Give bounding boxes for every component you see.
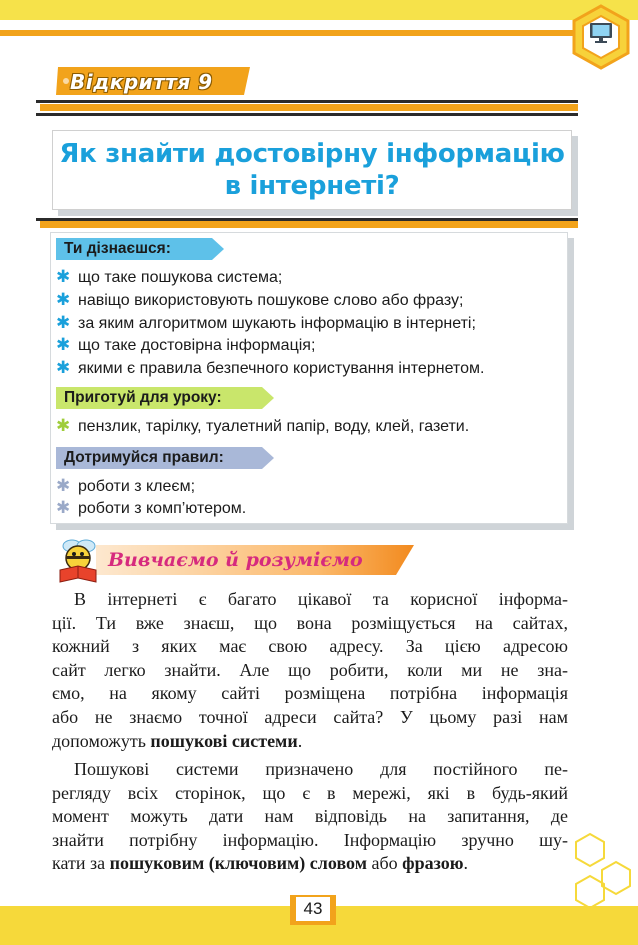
body-line: кати за пошуковим (ключовим) словом або фразою. xyxy=(52,853,468,874)
honeycomb-bottom-decoration xyxy=(570,832,636,912)
learn-item: ✱ що таке пошукова система; xyxy=(56,267,283,286)
top-color-bar xyxy=(0,0,638,20)
title-rule-top xyxy=(40,104,578,111)
term-phrase: фразою xyxy=(402,853,464,874)
body-line: ції. Ти вже знаєш, що вона розміщується на сайтах, xyxy=(52,612,568,633)
term-search-systems: пошукові системи xyxy=(150,730,298,751)
body-line: або не знаємо точної адреси сайта? У цьому разі нам xyxy=(52,706,568,727)
learn-item: ✱ навіщо використовують пошукове слово або фразу; xyxy=(56,290,464,309)
title-rule-top-dark-2 xyxy=(36,113,578,116)
rules-item: ✱ роботи з клеєм; xyxy=(56,476,196,495)
title-rule-top-dark xyxy=(36,100,578,103)
learn-tag-arrow xyxy=(212,238,224,260)
term-keyword: пошуковим (ключовим) словом xyxy=(109,853,367,874)
body-line: кожний з яких має свою адресу. За цією адресою xyxy=(52,636,568,657)
learn-tag: Ти дізнаєшся: xyxy=(56,238,212,260)
prepare-tag: Приготуй для уроку: xyxy=(56,387,262,409)
body-line: регляду всіх сторінок, що є в мережі, які в будь-який xyxy=(52,782,568,803)
body-paragraph-2 xyxy=(52,758,568,876)
learn-item: ✱ що таке достовірна інформація; xyxy=(56,335,316,354)
lesson-title-line1: Як знайти достовірну інформацію xyxy=(59,139,565,169)
title-rule-bottom xyxy=(40,221,578,228)
body-line: момент можуть дати нам відповідь на запитання, де xyxy=(52,806,568,827)
learn-item: ✱ за яким алгоритмом шукають інформацію в інтернеті; xyxy=(56,313,476,332)
section-title: Вивчаємо й розуміємо xyxy=(108,549,363,571)
rules-tag-arrow xyxy=(262,447,274,469)
bee-reading-icon xyxy=(50,536,106,586)
page-number: 43 xyxy=(296,897,330,921)
learn-item: ✱ якими є правила безпечного користування інтернетом. xyxy=(56,358,485,377)
lesson-title-box xyxy=(52,130,572,210)
rules-item: ✱ роботи з комп’ютером. xyxy=(56,498,247,517)
body-paragraph-1 xyxy=(52,588,568,753)
rules-tag: Дотримуйся правил: xyxy=(56,447,262,469)
body-line: В інтернеті є багато цікавої та корисної інформа- xyxy=(74,589,568,609)
prepare-tag-arrow xyxy=(262,387,274,409)
body-line: Пошукові системи призначено для постійного пе- xyxy=(74,759,568,779)
top-orange-stripe xyxy=(0,30,580,36)
body-line: знайти потрібну інформацію. Інформацію зручно шу- xyxy=(52,829,568,850)
body-line: сайт легко знайти. Але що робити, коли ми не зна- xyxy=(52,659,568,680)
body-line: допоможуть пошукові системи. xyxy=(52,730,303,751)
lesson-title-line2: в інтернеті? xyxy=(224,171,400,201)
computer-icon xyxy=(588,22,614,44)
prepare-item: ✱ пензлик, тарілку, туалетний папір, воду, клей, газети. xyxy=(56,416,470,435)
body-line: ємо, на якому сайті розміщена потрібна інформація xyxy=(52,683,568,704)
lesson-badge-label: Відкриття 9 xyxy=(70,70,213,94)
